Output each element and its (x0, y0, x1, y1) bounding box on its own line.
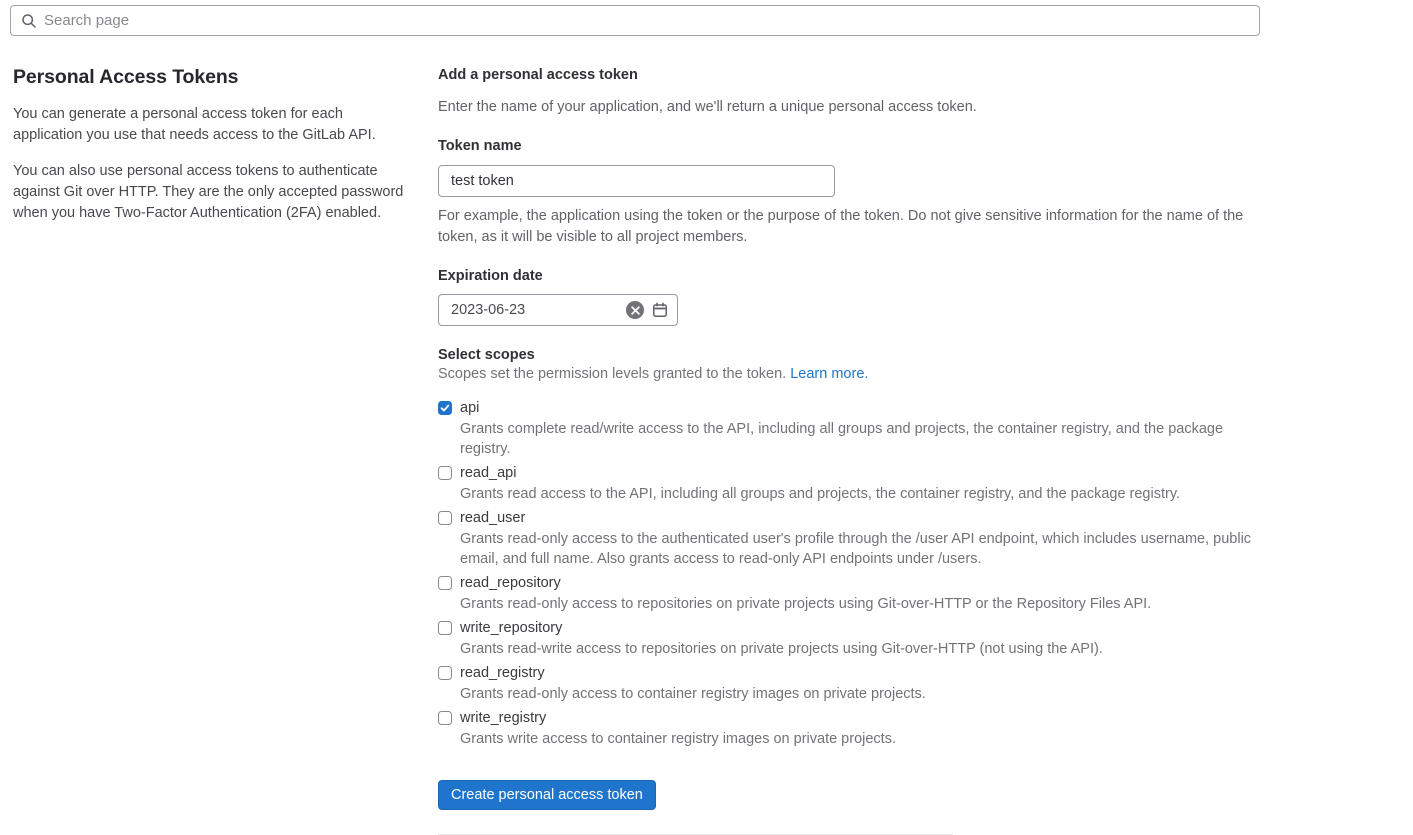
scope-item (438, 508, 1260, 569)
scope-description: Grants write access to container registry images on private projects. (460, 731, 896, 747)
expiration-date-label: Expiration date (438, 268, 543, 284)
scope-item (438, 618, 1260, 659)
checkmark-icon (440, 403, 450, 413)
scope-description: Grants read-only access to repositories on private projects using Git-over-HTTP or the Repository Files API. (460, 596, 1152, 612)
scope-label[interactable]: api (460, 400, 480, 416)
scope-description: Grants read access to the API, including all groups and projects, the container registry, and the package registry. (460, 486, 1181, 502)
scope-list (438, 398, 1260, 749)
token-name-label: Token name (438, 138, 522, 154)
close-icon (631, 306, 640, 315)
page-search-bar[interactable] (10, 5, 1260, 36)
scope-item (438, 463, 1260, 504)
calendar-icon (652, 302, 668, 318)
select-scopes-label: Select scopes (438, 347, 535, 363)
search-input[interactable] (44, 12, 1249, 29)
section-description-column (10, 50, 438, 835)
form-heading: Add a personal access token (438, 67, 638, 83)
scope-description: Grants read-only access to the authenticated user's profile through the /user API endpoint, which includes username, public email, and full name. Also grants access to read-only API endpoints under /users. (460, 531, 1252, 567)
calendar-button[interactable] (652, 302, 668, 318)
scopes-description-text: Scopes set the permission levels granted to the token. (438, 366, 787, 382)
scope-checkbox[interactable] (438, 511, 452, 525)
scope-description: Grants complete read/write access to the API, including all groups and projects, the container registry, and the package registry. (460, 421, 1224, 457)
scope-label[interactable]: read_api (460, 465, 517, 481)
scope-item (438, 398, 1260, 459)
scope-item (438, 708, 1260, 749)
page-title: Personal Access Tokens (13, 66, 239, 88)
section-description-paragraph: You can generate a personal access token for each application you use that needs access to the GitLab API. (13, 106, 376, 143)
scope-description: Grants read-write access to repositories on private projects using Git-over-HTTP (not using the API). (460, 641, 1103, 657)
scope-label[interactable]: read_repository (460, 575, 561, 591)
scopes-description (438, 366, 1260, 382)
scope-checkbox[interactable] (438, 711, 452, 725)
expiration-date-input[interactable] (439, 302, 626, 318)
scope-label[interactable]: read_registry (460, 665, 545, 681)
scope-label[interactable]: write_registry (460, 710, 547, 726)
learn-more-link[interactable]: Learn more. (790, 366, 869, 382)
scope-checkbox[interactable] (438, 621, 452, 635)
scope-checkbox[interactable] (438, 401, 452, 415)
scope-item (438, 573, 1260, 614)
token-name-input[interactable] (438, 165, 835, 197)
section-description-paragraph: You can also use personal access tokens to authenticate against Git over HTTP. They are the only accepted password when you have Two-Factor Authentication (2FA) enabled. (13, 163, 404, 221)
scope-item (438, 663, 1260, 704)
add-token-form (438, 50, 1260, 835)
expiration-date-field[interactable] (438, 294, 678, 326)
scope-checkbox[interactable] (438, 666, 452, 680)
form-subheading: Enter the name of your application, and we'll return a unique personal access token. (438, 99, 977, 115)
scope-description: Grants read-only access to container registry images on private projects. (460, 686, 926, 702)
clear-date-button[interactable] (626, 301, 644, 319)
create-token-button[interactable]: Create personal access token (438, 780, 656, 810)
scope-checkbox[interactable] (438, 466, 452, 480)
scope-checkbox[interactable] (438, 576, 452, 590)
scope-label[interactable]: write_repository (460, 620, 563, 636)
search-icon (21, 13, 37, 29)
token-name-help: For example, the application using the token or the purpose of the token. Do not give sensitive information for the name of the token, as it will be visible to all project members. (438, 208, 1244, 245)
scope-label[interactable]: read_user (460, 510, 526, 526)
